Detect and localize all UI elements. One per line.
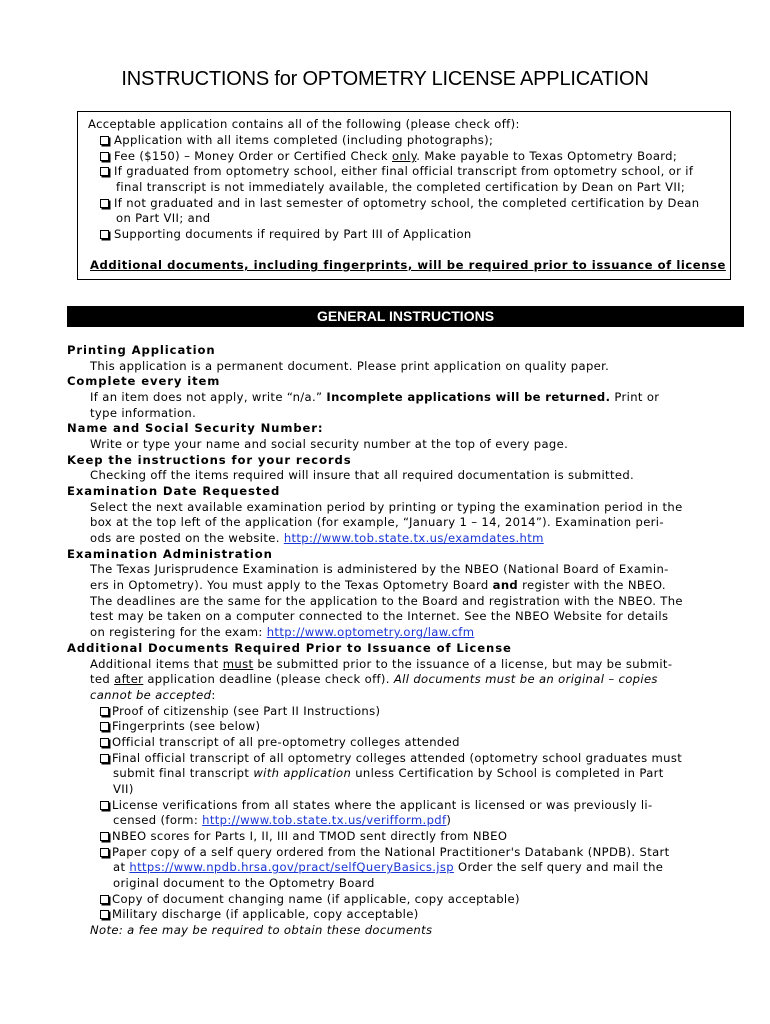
text-exam-admin-5: on registering for the exam: http://www.optometry.org/law.cfm <box>90 625 475 639</box>
doc-item-final-transcript-cont2: VII) <box>113 782 134 796</box>
text-exam-date-1: Select the next available examination period by printing or typing the examination period in the <box>90 500 683 514</box>
checklist-item-supporting: Supporting documents if required by Part III of Application <box>100 227 472 243</box>
doc-item-military: Military discharge (if applicable, copy acceptable) <box>100 907 419 923</box>
text-keep: Checking off the items required will insure that all required documentation is submitted. <box>90 468 635 482</box>
doc-item-citizenship: Proof of citizenship (see Part II Instructions) <box>100 704 380 720</box>
doc-item-license-verification-cont: censed (form: http://www.tob.state.tx.us/verifform.pdf) <box>113 813 452 827</box>
text-additional-3: cannot be accepted: <box>90 688 216 702</box>
checkbox-icon[interactable] <box>100 230 109 239</box>
fee-note: Note: a fee may be required to obtain these documents <box>90 923 433 937</box>
text-exam-date-3: ods are posted on the website. http://www.tob.state.tx.us/examdates.htm <box>90 531 544 545</box>
doc-item-license-verification: License verifications from all states where the applicant is licensed or was previously li- <box>100 798 653 814</box>
checkbox-icon[interactable] <box>100 754 109 763</box>
heading-exam-admin: Examination Administration <box>67 547 273 561</box>
npdb-link[interactable]: https://www.npdb.hrsa.gov/pract/selfQueryBasics.jsp <box>129 860 454 874</box>
checkbox-icon[interactable] <box>100 136 109 145</box>
heading-complete: Complete every item <box>67 374 221 388</box>
checklist-note: Additional documents, including fingerprints, will be required prior to issuance of license <box>90 258 726 272</box>
doc-item-final-transcript: Final official transcript of all optometry colleges attended (optometry school graduates must <box>100 751 682 767</box>
checkbox-icon[interactable] <box>100 738 109 747</box>
checkbox-icon[interactable] <box>100 910 109 919</box>
text-exam-date-2: box at the top left of the application (for example, “January 1 – 14, 2014”). Examination peri- <box>90 515 664 529</box>
heading-printing: Printing Application <box>67 343 216 357</box>
checkbox-icon[interactable] <box>100 707 109 716</box>
checklist-intro: Acceptable application contains all of the following (please check off): <box>88 117 520 131</box>
heading-keep: Keep the instructions for your records <box>67 453 352 467</box>
checklist-item-fee: Fee ($150) – Money Order or Certified Check only. Make payable to Texas Optometry Board; <box>100 149 677 165</box>
doc-item-nbeo-scores: NBEO scores for Parts I, II, III and TMOD sent directly from NBEO <box>100 829 507 845</box>
text-exam-admin-2: ers in Optometry). You must apply to the Texas Optometry Board and register with the NBEO. <box>90 578 666 592</box>
text-name-ssn: Write or type your name and social security number at the top of every page. <box>90 437 569 451</box>
checklist-item-transcript-cont: final transcript is not immediately available, the completed certification by Dean on Part VII; <box>116 180 686 194</box>
text-printing: This application is a permanent document. Please print application on quality paper. <box>90 359 610 373</box>
checkbox-icon[interactable] <box>100 199 109 208</box>
text-exam-admin-1: The Texas Jurisprudence Examination is administered by the NBEO (National Board of Examin- <box>90 562 669 576</box>
checkbox-icon[interactable] <box>100 801 109 810</box>
doc-item-final-transcript-cont: submit final transcript with application unless Certification by School is completed in Part <box>113 766 664 780</box>
checklist-item-not-graduated-cont: on Part VII; and <box>116 211 211 225</box>
checklist-item-transcript: If graduated from optometry school, either final official transcript from optometry school, or if <box>100 164 693 180</box>
verifform-link[interactable]: http://www.tob.state.tx.us/verifform.pdf <box>202 813 447 827</box>
text-complete: If an item does not apply, write “n/a.” Incomplete applications will be returned. Print or <box>90 390 660 404</box>
doc-item-npdb-cont: at https://www.npdb.hrsa.gov/pract/selfQueryBasics.jsp Order the self query and mail the <box>113 860 664 874</box>
doc-item-npdb-cont2: original document to the Optometry Board <box>113 876 375 890</box>
section-banner: GENERAL INSTRUCTIONS <box>67 306 744 327</box>
heading-name-ssn: Name and Social Security Number: <box>67 421 324 435</box>
checkbox-icon[interactable] <box>100 848 109 857</box>
checklist-item-application: Application with all items completed (including photographs); <box>100 133 493 149</box>
checklist-item-not-graduated: If not graduated and in last semester of optometry school, the completed certification by Dean <box>100 196 699 212</box>
text-exam-admin-4: test may be taken on a computer connected to the Internet. See the NBEO Website for details <box>90 609 669 623</box>
text-additional-2: ted after application deadline (please check off). All documents must be an original – copies <box>90 672 658 686</box>
text-exam-admin-3: The deadlines are the same for the application to the Board and registration with the NBEO. The <box>90 594 683 608</box>
checkbox-icon[interactable] <box>100 167 109 176</box>
examdates-link[interactable]: http://www.tob.state.tx.us/examdates.htm <box>283 531 544 545</box>
doc-item-npdb: Paper copy of a self query ordered from the National Practitioner's Databank (NPDB). Start <box>100 845 670 861</box>
checkbox-icon[interactable] <box>100 152 109 161</box>
doc-item-pre-optometry: Official transcript of all pre-optometry colleges attended <box>100 735 460 751</box>
text-additional-1: Additional items that must be submitted prior to the issuance of a license, but may be submit- <box>90 657 673 671</box>
doc-item-fingerprints: Fingerprints (see below) <box>100 719 260 735</box>
checkbox-icon[interactable] <box>100 895 109 904</box>
heading-additional-docs: Additional Documents Required Prior to Issuance of License <box>67 641 512 655</box>
page-title: INSTRUCTIONS for OPTOMETRY LICENSE APPLICATION <box>121 68 649 90</box>
text-complete-cont: type information. <box>90 406 197 420</box>
heading-exam-date: Examination Date Requested <box>67 484 281 498</box>
checkbox-icon[interactable] <box>100 722 109 731</box>
doc-item-name-change: Copy of document changing name (if applicable, copy acceptable) <box>100 892 520 908</box>
checkbox-icon[interactable] <box>100 832 109 841</box>
nbeo-law-link[interactable]: http://www.optometry.org/law.cfm <box>266 625 475 639</box>
